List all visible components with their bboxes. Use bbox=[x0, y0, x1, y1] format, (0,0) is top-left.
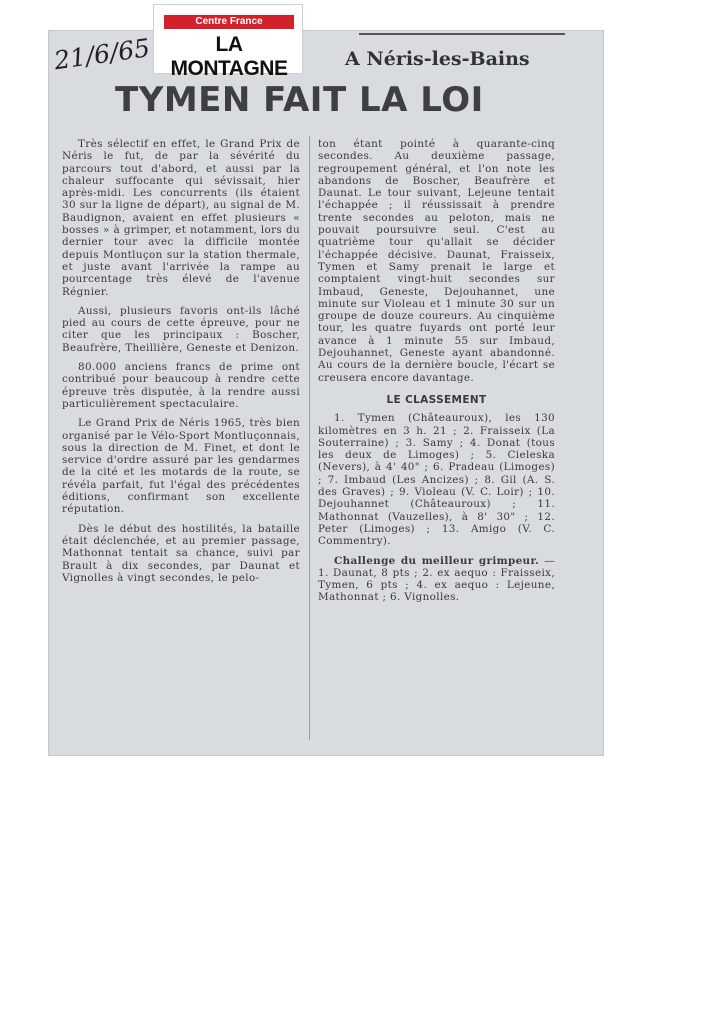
paragraph: Dès le début des hostilités, la bataille était déclenchée, et au premier passage, Mathonnat tentait sa chance, suivi par Brault à dix secondes, par Daunat et Vignolles à vingt secondes, le pelo- bbox=[62, 522, 300, 584]
logo-group-label: Centre France bbox=[164, 15, 294, 29]
top-rule bbox=[359, 33, 565, 35]
paragraph: Aussi, plusieurs favoris ont-ils lâché pied au cours de cette épreuve, pour ne citer que les principaux : Boscher, Beaufrère, Theillière, Geneste et Denizon. bbox=[62, 304, 300, 354]
paragraph: Très sélectif en effet, le Grand Prix de Néris le fut, de par la sévérité du parcours tout d'abord, et aussi par la chaleur suffocante qui sévissait, hier après-midi. Les concurrents (ils étaient 30 sur la ligne de départ), au signal de M. Baudignon, avaient en effet plusieurs « bosses » à grimper, et notamment, lors du dernier tour avec la difficile montée depuis Montluçon sur la station thermale, et juste avant l'arrivée la rampe au pourcentage très élevé de l'avenue Régnier. bbox=[62, 138, 300, 298]
classement-results: 1. Tymen (Châteauroux), les 130 kilomètres en 3 h. 21 ; 2. Fraisseix (La Souterraine) ; 3. Samy ; 4. Donat (tous les deux de Limoges) ; 5. Cieleska (Nevers), à 4' 40" ; 6. Pradeau (Limoges) ; 7. Imbaud (Les Ancizes) ; 8. Gil (A. S. des Graves) ; 9. Violeau (V. C. Loir) ; 10. Dejouhannet (Châteauroux) ; 11. Mathonnat (Vauzelles), à 8' 30" ; 12. Peter (Limoges) ; 13. Amigo (V. C. Commentry). bbox=[318, 412, 555, 548]
paragraph: ton étant pointé à quarante-cinq secondes. Au deuxième passage, regroupement général, et l'on note les abandons de Boscher, Beaufrère et Daunat. Le tour suivant, Lejeune tentait l'échappée ; il réussissait à prendre trente secondes au peloton, mais ne pouvait poursuivre seul. C'est au quatrième tour qu'allait se décider l'échappée décisive. Daunat, Fraisseix, Tymen et Samy prenait le large et comptaient vingt-huit secondes sur Imbaud, Geneste, Dejouhannet, une minute sur Violeau et 1 minute 30 sur un groupe de douze coureurs. Au cinquième tour, les quatre fuyards ont porté leur avance à 1 minute 55 sur Imbaud, Dejouhannet, Geneste ayant abandonné. Au cours de la dernière boucle, l'écart se creusera encore davantage. bbox=[318, 138, 555, 384]
article-left-column bbox=[62, 138, 300, 591]
paragraph: Le Grand Prix de Néris 1965, très bien organisé par le Vélo-Sport Montluçonnais, sous la direction de M. Finet, et dont le service d'ordre assuré par les gendarmes de la cité et les motards de la route, se révéla parfait, fut l'égal des précédentes éditions, confirmant son excellente réputation. bbox=[62, 417, 300, 516]
handwritten-date: 21/6/65 bbox=[52, 33, 152, 76]
newspaper-logo bbox=[153, 4, 303, 80]
challenge-label: Challenge du meilleur grimpeur. bbox=[334, 554, 540, 567]
article-right-column bbox=[318, 138, 555, 611]
column-divider bbox=[309, 136, 310, 740]
paragraph: 80.000 anciens francs de prime ont contribué pour beaucoup à rendre cette épreuve très disputée, à la rendre aussi particulièrement spectaculaire. bbox=[62, 361, 300, 410]
headline: TYMEN FAIT LA LOI bbox=[115, 80, 484, 120]
logo-name: LA MONTAGNE bbox=[170, 33, 288, 80]
challenge-results: — 1. Daunat, 8 pts ; 2. ex aequo : Fraisseix, Tymen, 6 pts ; 4. ex aequo : Lejeune, Mathonnat ; 6. Vignolles. bbox=[318, 554, 555, 604]
dateline-location: A Néris-les-Bains bbox=[345, 48, 530, 70]
challenge-paragraph bbox=[318, 555, 555, 604]
classement-heading: LE CLASSEMENT bbox=[386, 393, 487, 406]
